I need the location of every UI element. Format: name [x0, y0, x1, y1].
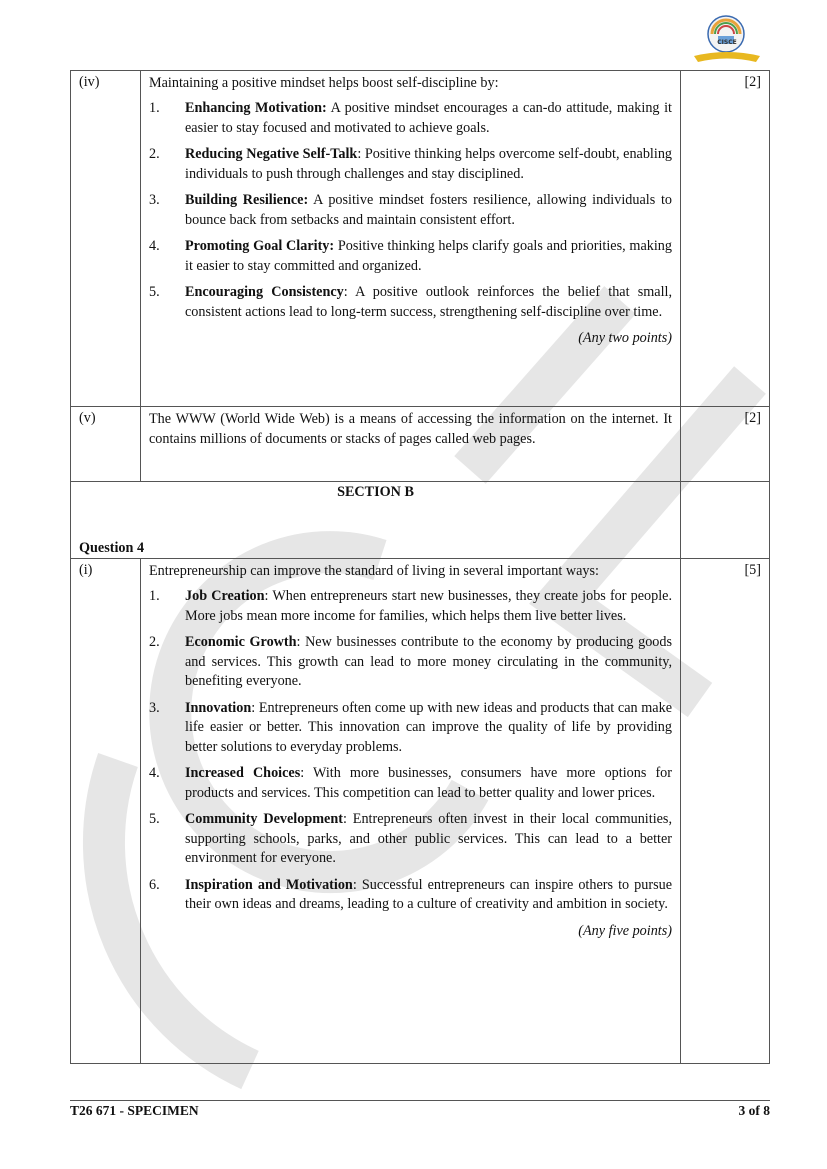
section-cell [71, 482, 681, 559]
cisce-logo [690, 12, 764, 64]
list-item: 4. Increased Choices: With more businesses, consumers have more options for products and services. This competition can lead to better quality and lower prices. [149, 765, 672, 801]
section-title: SECTION B [337, 484, 414, 500]
list-item: 3. Innovation: Entrepreneurs often come up with new ideas and products that can make life easier or better. This innovation can improve the quality of life by providing better solutions to everyday problems. [149, 699, 672, 755]
answer-content [141, 71, 681, 407]
table-row [71, 559, 770, 1064]
footer-code: T26 671 - SPECIMEN [70, 1103, 199, 1118]
question-number: (iv) [71, 71, 141, 407]
question-label: Question 4 [79, 540, 145, 556]
page-number: 3 of 8 [738, 1103, 770, 1118]
marks: [2] [681, 407, 770, 482]
section-marks-cell [681, 482, 770, 559]
marks: [5] [681, 559, 770, 1064]
question-number: (v) [71, 407, 141, 482]
answer-points [149, 99, 672, 322]
list-item: 5. Encouraging Consistency: A positive outlook reinforces the belief that small, consistent actions lead to long-term success, strengthening self-discipline over time. [149, 284, 672, 320]
marking-note: (Any five points) [578, 922, 672, 939]
list-item: 5. Community Development: Entrepreneurs often invest in their local communities, supporting schools, parks, and other public services. This can lead to a better environment for everyone. [149, 811, 672, 866]
list-item: 2. Reducing Negative Self-Talk: Positive thinking helps overcome self-doubt, enabling individuals to push through challenges and stay disciplined. [149, 146, 673, 182]
list-item: 1. Job Creation: When entrepreneurs start new businesses, they create jobs for people. More jobs mean more income for families, which helps them live better lives. [149, 588, 672, 624]
answer-content [141, 559, 681, 1064]
table-row [71, 407, 770, 482]
answer-content [141, 407, 681, 482]
list-item: 6. Inspiration and Motivation: Successful entrepreneurs can inspire others to pursue their own ideas and dreams, leading to a culture of creativity and ambition in society. [149, 876, 673, 912]
table-row [71, 71, 770, 407]
footer-divider [70, 1100, 770, 1101]
answer-intro: Maintaining a positive mindset helps boost self-discipline by: [149, 75, 499, 91]
section-header-row [71, 482, 770, 559]
answer-text: The WWW (World Wide Web) is a means of accessing the information on the internet. It contains millions of documents or stacks of pages called web pages. [149, 411, 672, 447]
marking-note: (Any two points) [578, 330, 672, 346]
marks: [2] [681, 71, 770, 407]
answer-points [149, 587, 672, 915]
answer-table [70, 70, 770, 1064]
svg-text:CISCE: CISCE [717, 39, 737, 46]
question-number: (i) [71, 559, 141, 1064]
list-item: 1. Enhancing Motivation: A positive mindset encourages a can-do attitude, making it easier to stay focused and motivated to achieve goals. [149, 100, 672, 136]
list-item: 4. Promoting Goal Clarity: Positive thinking helps clarify goals and priorities, making it easier to stay committed and organized. [149, 238, 672, 274]
list-item: 3. Building Resilience: A positive mindset fosters resilience, allowing individuals to bounce back from setbacks and maintain consistent effort. [149, 192, 672, 228]
list-item: 2. Economic Growth: New businesses contribute to the economy by producing goods and services. This growth can lead to more money circulating in the community, benefiting everyone. [149, 634, 672, 689]
answer-intro: Entrepreneurship can improve the standard of living in several important ways: [149, 563, 599, 579]
